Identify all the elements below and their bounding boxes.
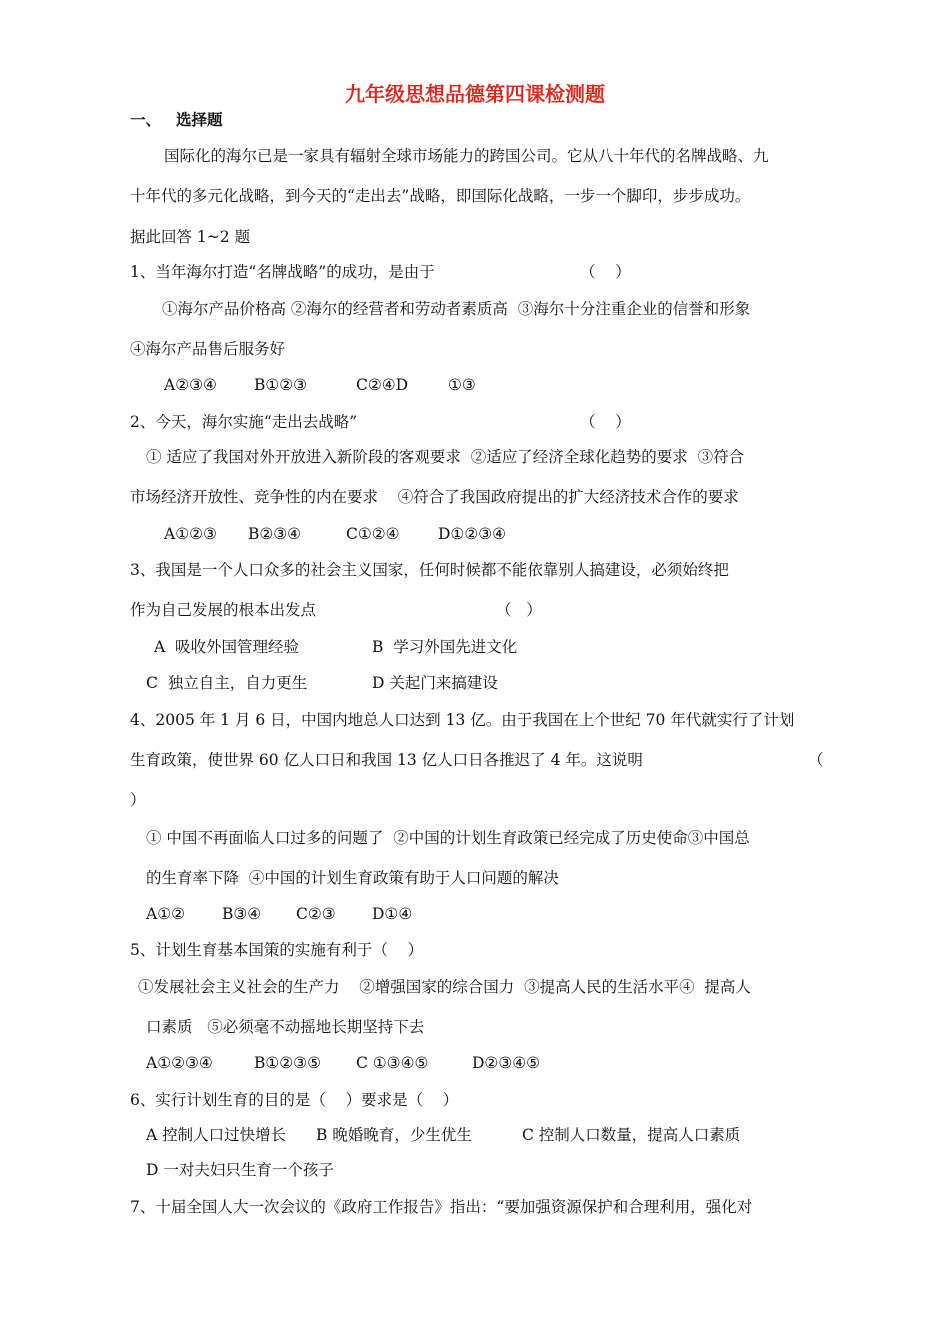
page-title: 九年级思想品德第四课检测题	[345, 82, 605, 106]
q5-option-c: C ①③④⑤	[356, 1054, 429, 1072]
q2-option-a: A①②③	[164, 525, 217, 543]
q2-option-c: C①②④	[346, 525, 400, 543]
section-label: 选择题	[176, 110, 223, 129]
q4-option-a: A①②	[146, 905, 185, 923]
q2-answer-paren: （ ）	[580, 413, 631, 431]
q6-stem: 6、实行计划生育的目的是（ ）要求是（ ）	[130, 1091, 459, 1109]
q3-option-c: C 独立自主，自力更生	[146, 674, 308, 692]
q3-option-a: A 吸收外国管理经验	[154, 638, 300, 656]
q7-stem: 7、十届全国人大一次会议的《政府工作报告》指出：“要加强资源保护和合理利用，强化对	[130, 1198, 753, 1216]
q2-item-line-2: 市场经济开放性、竞争性的内在要求 ④符合了我国政府提出的扩大经济技术合作的要求	[130, 488, 739, 506]
q2-stem: 2、今天，海尔实施“走出去战略”	[130, 413, 358, 431]
q5-option-d: D②③④⑤	[472, 1054, 541, 1072]
q6-option-d: D 一对夫妇只生育一个孩子	[146, 1161, 334, 1179]
q4-item-line-1: ① 中国不再面临人口过多的问题了 ②中国的计划生育政策已经完成了历史使命③中国总	[146, 829, 750, 847]
q1-option-c: C②④D	[356, 376, 409, 394]
q1-item-line-1: ①海尔产品价格高 ②海尔的经营者和劳动者素质高 ③海尔十分注重企业的信誉和形象	[162, 300, 751, 318]
q5-option-b: B①②③⑤	[254, 1054, 321, 1072]
q1-stem: 1、当年海尔打造“名牌战略”的成功，是由于	[130, 263, 435, 281]
q3-option-b: B 学习外国先进文化	[372, 638, 518, 656]
section-number: 一、	[130, 110, 162, 129]
q5-stem: 5、计划生育基本国策的实施有利于（ ）	[130, 941, 424, 959]
q3-option-d: D 关起门来搞建设	[372, 674, 498, 692]
q4-option-b: B③④	[222, 905, 262, 923]
q2-item-line-1: ① 适应了我国对外开放进入新阶段的客观要求 ②适应了经济全球化趋势的要求 ③符合	[146, 448, 745, 466]
q4-stem-line-2: 生育政策，使世界 60 亿人口日和我国 13 亿人口日各推迟了 4 年。这说明	[130, 751, 643, 769]
q3-stem-line-2: 作为自己发展的根本出发点	[130, 601, 317, 619]
intro-line-2: 十年代的多元化战略，到今天的“走出去”战略，即国际化战略，一步一个脚印，步步成功。	[130, 187, 751, 205]
q3-stem-line-1: 3、我国是一个人口众多的社会主义国家，任何时候都不能依靠别人搞建设，必须始终把	[130, 561, 729, 579]
q4-option-d: D①④	[372, 905, 413, 923]
q1-answer-paren: （ ）	[580, 263, 631, 281]
q5-option-a: A①②③④	[146, 1054, 213, 1072]
q2-option-b: B②③④	[248, 525, 302, 543]
q6-option-c: C 控制人口数量，提高人口素质	[522, 1126, 741, 1144]
q5-item-line-1: ①发展社会主义社会的生产力 ②增强国家的综合国力 ③提高人民的生活水平④ 提高人	[138, 978, 751, 996]
q1-option-d: ①③	[448, 376, 476, 394]
q4-stem-line-1: 4、2005 年 1 月 6 日，中国内地总人口达到 13 亿。由于我国在上个世纪 70 年代就实行了计划	[130, 711, 795, 729]
q6-option-b: B 晚婚晚育，少生优生	[316, 1126, 472, 1144]
q4-option-c: C②③	[296, 905, 336, 923]
q4-item-line-2: 的生育率下降 ④中国的计划生育政策有助于人口问题的解决	[146, 869, 559, 887]
q1-option-b: B①②③	[254, 376, 308, 394]
q5-item-line-2: 口素质 ⑤必须毫不动摇地长期坚持下去	[146, 1018, 425, 1036]
q4-paren-open: （	[808, 751, 824, 769]
q4-paren-close: ）	[130, 791, 146, 809]
q6-option-a: A 控制人口过快增长	[146, 1126, 287, 1144]
intro-line-1: 国际化的海尔已是一家具有辐射全球市场能力的跨国公司。它从八十年代的名牌战略、九	[164, 147, 769, 165]
q2-option-d: D①②③④	[438, 525, 507, 543]
q3-answer-paren: （ ）	[496, 601, 542, 619]
intro-line-3: 据此回答 1~2 题	[130, 228, 251, 246]
q1-option-a: A②③④	[164, 376, 217, 394]
q1-item-line-2: ④海尔产品售后服务好	[130, 340, 286, 358]
